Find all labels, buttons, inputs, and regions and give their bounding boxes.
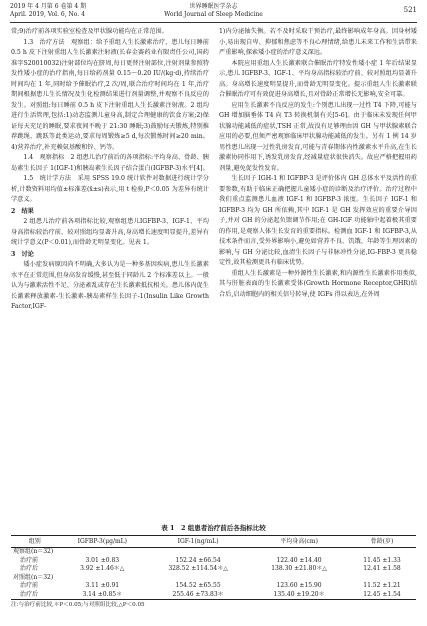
paragraph: 常;9)治疗前各项实验室检查及甲状腺功能均在正常范围。 (11, 28, 168, 35)
table-cell: 328.52 ±114.54＊△ (168, 565, 228, 572)
table-cell: 3.01 ±0.83 (85, 556, 120, 564)
page-number: 521 (403, 6, 417, 14)
table-cell: 154.52 ±65.55 (175, 582, 221, 589)
table-group-row (11, 548, 416, 557)
paragraph-discussion: 矮小症发病原因尚不明确,大多认为是一种多基因疾病,患儿生长激素水平在正常范围,但身高发育缓慢,甚至低于同龄儿 2 个标准差以上。一般认为与激素活性不足、分泌紊乱或存在生长激素抵抗相关。患儿体内促生长激素释放激素-生长激素-胰岛素样生长因子-1(Insulin Like Growth Factor,IGF- (11, 261, 209, 310)
table-row (11, 591, 416, 600)
table-cell: 152.24 ±66.54 (175, 556, 221, 564)
table-cell: 治疗后 (20, 565, 39, 572)
section-1-4-indicators: 1.4 观察指标 2 组患儿治疗前后的各项指标:平均身高、骨龄、胰岛素生长因子 1(IGF-1)和胰岛素生长因子结合蛋白(IGFBP-3)水平[4]。 (11, 154, 209, 172)
issue-cn: 2019 年 4 月第 6 卷第 4 期 (10, 3, 87, 10)
left-column (11, 27, 209, 313)
table-cell: 12.45 ±1.54 (348, 591, 416, 600)
journal-title (10, 3, 417, 19)
table-footnote: 注:与治疗前比较,＊P＜0.05;与对照组比较,△P＜0.05 (11, 602, 145, 608)
column-header: 组别 (11, 536, 59, 548)
table-cell: 3.11 ±0.91 (85, 582, 120, 589)
paragraph: 生长因子 IGH-1 和 IGFBP-3 是评价体内 GH 总体水平及活性的重要参数,有助于临床正确把握儿童矮小症的诊断及治疗评价。治疗过程中我们重点监测患儿血液 IGF-1 和 IGFBP-3 浓度。生长因子 IGF-1 和 IGFBP-3 均为 GH 所依赖,其中 IGF-1 是 GH 发挥效应的重要介导因子,并对 GH 的分泌起负馈调节作用;在 GH-IGF 功能轴中起着极其重要的作用,是观察人体生长发育的重要指标。检测血 IGF-1 和 IGFBP-3,从技术条件而言,受外界影响小,避免如营养不良、饥饿、年龄等生理因素的影响,与 GH 分泌比较,血清生长因子与非脉冲性分泌,IG-FBP-3 更具稳定性,故其检测更具有临床优势。 (219, 175, 417, 266)
table-row (11, 582, 416, 591)
results-table-block (11, 524, 416, 609)
table-cell: 122.40 ±14.40 (276, 556, 322, 564)
table-cell: 11.45 ±1.33 (363, 556, 401, 564)
journal-title-cn: 世界睡眠医学杂志 (189, 3, 238, 10)
section-1-5-statistics: 1.5 统计学方法 采用 SPSS 19.0 统计软件对数据进行统计学分析,计数资料用均值±标准差(x̄±s)表示,用 t 检验,P＜0.05 为差异有统计学意义。 (11, 175, 209, 203)
section-heading-discussion: 3 讨论 (11, 250, 34, 258)
paragraph: 重组人生长激素是一种外源性生长激素,和内源性生长激素作用类似,其与肝脏表面的生长激素受体(Growth Hormone Receptor,GHR)结合后,启动细胞内的相关信号转导,使 IGFs 得以表达,在外周 (219, 269, 417, 298)
table-cell: 治疗后 (11, 591, 59, 600)
table-cell: 11.52 ±1.21 (363, 582, 401, 589)
paragraph: 1)内分泌轴失衡。若不及时采取干预治疗,最终影响成年身高。因身材矮小,易出现自卑、抑郁和焦虑等不良心理情绪,给患儿未来工作和生活带来严重影响,探索矮小症的治疗意义深远。 (219, 28, 417, 56)
section-heading-results: 2 结果 (11, 207, 34, 215)
section-1-3-treatment: 1.3 治疗方法 观察组：给予重组人生长激素治疗，患儿每日睡前 0.5 h 皮下注射重组人生长激素注射液(长春金赛药业有限责任公司,国药准字S20010032)注射部位均在脐周,每日更替注射部位,注射剂量参照特发性矮小症的治疗指南,每日给药剂量 0.15～0.20 IU/(kg·d),持续治疗时间均在 1 年,同时给予催眠治疗,2 次/周,联合治疗时间均在 1 年,治疗期间根据患儿生长情况及生化检测结果进行剂量调整,并观察不良反应的发生。对照组:每日睡前 0.5 h 皮下注射重组人生长激素注射液。2 组均进行生活管理,包括:1)动态监测儿童身高,制定合理健康的饮食方案;2)保证每天充足的睡眠,要求夜间不晚于 21:30 睡眠;3)鼓励每天锻炼,特别推荐跳绳、跳跃等此类运动,要求每周锻炼≥5 d,每次锻炼时间≥20 min。4)营养治疗,补充赖氨基酸和锌、钙等。 (11, 38, 209, 151)
table-cell: 123.60 ±15.90 (276, 582, 322, 589)
table-row (11, 565, 416, 574)
table-cell: 135.40 ±19.20＊ (250, 591, 348, 600)
journal-title-en: World Journal of Sleep Medicine (164, 11, 263, 18)
running-header (10, 3, 417, 25)
paragraph: 应用生长激素不良反应的发生:个别患儿出现一过性 T4 下降,可能与 GH 增加脑垂体 T4 向 T3 转换机制有关[5-6]。由于临床未发现任何甲状腺功能减低的症状,TSH 正常,故没有足够理由因 GH 与甲状腺素联合应用的必要,但须严密观察临床甲状腺功能减低的发生。另有 1 例 14 岁男性患儿出现一过性乳房发育,可能与青春期体内性激素水平升高,在生长激素协同作用下,诱发乳房发育,经减量症状很快消失。故应严格把握用药剂量,避免促发性发育。 (219, 101, 417, 172)
right-column (219, 27, 417, 300)
table-cell: 12.41 ±1.58 (363, 565, 401, 572)
table-cell: 治疗前 (20, 556, 39, 564)
group-label: 对照组(n＝32) (13, 573, 54, 581)
table-caption: 表 1 2 组患者治疗前后各指标比较 (161, 524, 266, 532)
table-group-row (11, 574, 416, 583)
column-header: IGFBP-3(μg/mL) (59, 536, 147, 548)
header-divider (10, 22, 417, 23)
table-header-row (11, 536, 416, 548)
paragraph-results: 2 组患儿治疗前各项指标比较,观察组患儿IGFBP-3、IGF-1、平均身高指标较治疗前、较对照组均显著升高,身高增长速度明显提升,差异有统计学意义(P＜0.01),而骨龄无明显变化。见表 1。 (11, 218, 209, 246)
results-table (11, 535, 416, 600)
table-cell: 3.14 ±0.85＊ (59, 591, 147, 600)
table-cell: 治疗前 (20, 582, 39, 589)
table-cell: 138.30 ±21.80＊△ (271, 565, 327, 572)
issue-en: April. 2019, Vol. 6, No. 4 (10, 11, 85, 18)
table-cell: 255.46 ±73.83＊ (146, 591, 250, 600)
column-header: 平均身高(cm) (250, 536, 348, 548)
group-label: 观察组(n＝32) (13, 548, 54, 555)
table-row (11, 557, 416, 566)
column-header: IGF-1(ng/mL) (146, 536, 250, 548)
column-header: 骨龄(岁) (348, 536, 416, 548)
paragraph: 本院应用重组人生长激素联合催眠治疗特发性矮小症 1 年后结果显示,患儿 IGFBP-3、IGF-1、平均身高指标较治疗前、较对照组均显著升高。身高增长速度明显提升,而骨龄无明显变化。提示重组人生长激素联合催眠治疗可有效促进身高增长,且对骨龄正常增长无影响,安全可靠。 (219, 59, 417, 98)
table-cell: 3.92 ±1.46＊△ (80, 565, 125, 572)
